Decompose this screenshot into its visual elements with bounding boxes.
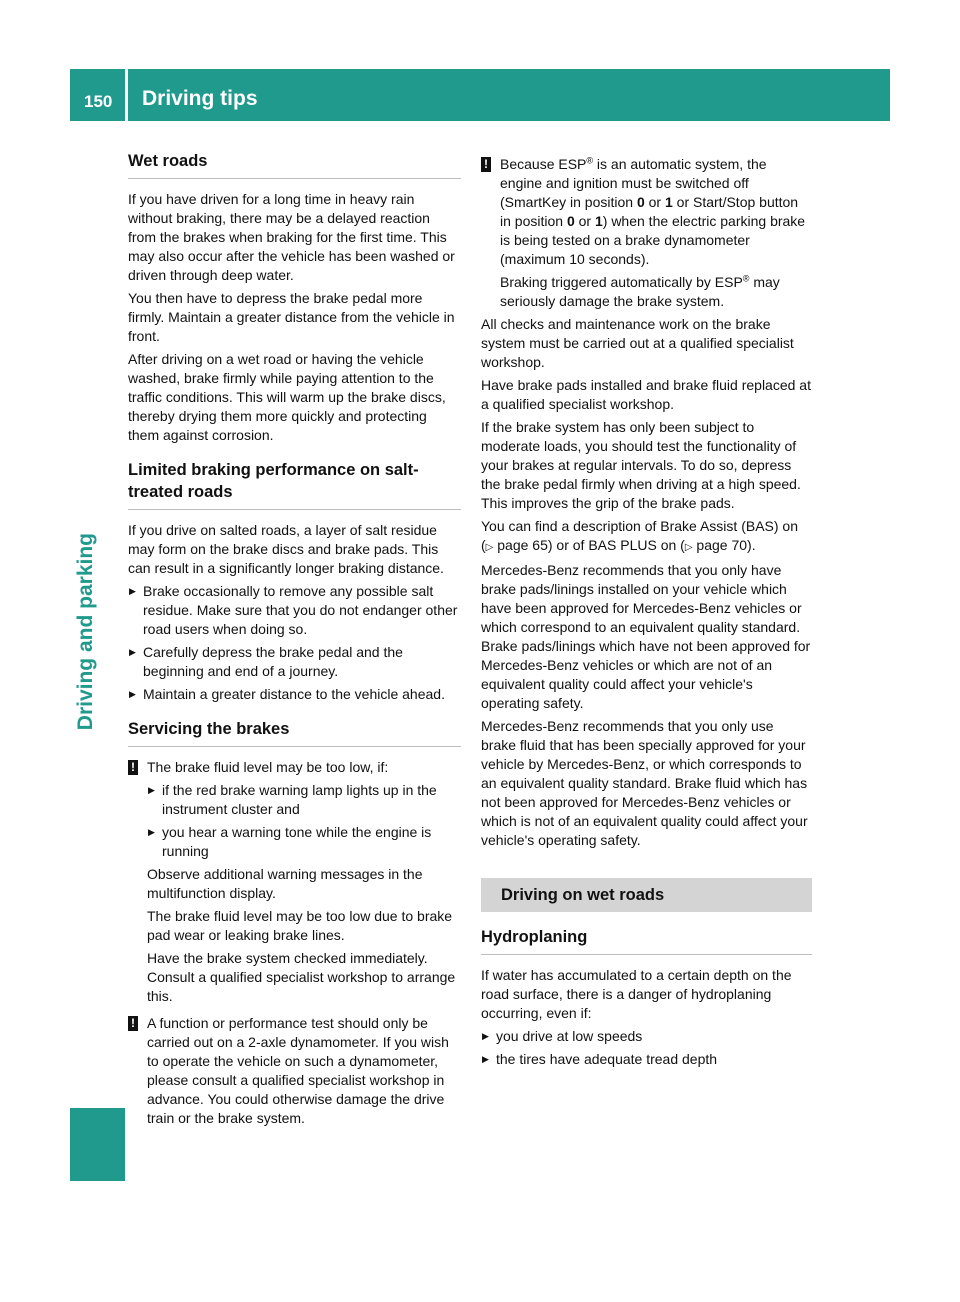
right-column [481, 155, 812, 1073]
list-item: ▶ you drive at low speeds [481, 1027, 812, 1046]
page-title: Driving tips [142, 87, 258, 110]
page-ref-arrow-icon: ▷ [485, 542, 494, 553]
warning-text [500, 155, 812, 269]
text-run: is an automatic system, the engine and ignition must be switched off (SmartKey in position [500, 156, 767, 210]
paragraph-bas-reference [481, 517, 812, 557]
bullet-list [481, 1027, 812, 1069]
paragraph: Have brake pads installed and brake fluid replaced at a qualified specialist workshop. [481, 377, 811, 412]
warning-note [481, 155, 812, 311]
text-run: may seriously damage the brake system. [500, 274, 780, 309]
warning-text: A function or performance test should only be carried out on a 2-axle dynamometer. If you wish to operate the vehicle on such a dynamometer, please consult a qualified specialist workshop in advance. You could otherwise damage the drive train or the brake system. [147, 1015, 449, 1126]
section-heading-salt-roads: Limited braking performance on salt-treated roads [128, 459, 461, 510]
paragraph: If the brake system has only been subject to moderate loads, you should test the functionality of your brakes at regular intervals. To do so, depress the brake pedal firmly when driving at a high speed. This improves the grip of the brake pads. [481, 419, 801, 511]
paragraph: If you drive on salted roads, a layer of salt residue may form on the brake discs and brake pads. This can result in a significantly longer braking distance. [128, 522, 444, 576]
list-item: ▶ Brake occasionally to remove any possible salt residue. Make sure that you do not endanger other road users when doing so. [128, 582, 461, 639]
warning-note [128, 758, 461, 1006]
paragraph: Mercedes-Benz recommends that you only use brake fluid that has been specially approved for your vehicle by Mercedes-Benz, or which corresponds to an equivalent quality standard. Brake fluid which has not been approved for Mercedes-Benz vehicles or which is not of an equivalent quality could affect your vehicle's operating safety. [481, 718, 808, 848]
warning-note [128, 1014, 461, 1128]
left-column [128, 150, 461, 1132]
text-run: or [574, 213, 595, 229]
registered-mark: ® [586, 155, 594, 166]
list-item: ▶ the tires have adequate tread depth [481, 1050, 812, 1069]
paragraph: If water has accumulated to a certain depth on the road surface, there is a danger of hydroplaning occurring, even if: [481, 967, 792, 1021]
side-tab-marker [70, 1108, 125, 1181]
page-ref-arrow-icon: ▷ [684, 542, 693, 553]
section-heading-wet-roads: Wet roads [128, 150, 461, 179]
section-banner: Driving on wet roads [481, 878, 812, 912]
text-run: ) when the electric parking brake is being tested on a brake dynamometer (maximum 10 seconds). [500, 213, 806, 267]
paragraph: Have the brake system checked immediately. Consult a qualified specialist workshop to arrange this. [147, 950, 456, 1004]
bullet-list [147, 781, 461, 861]
list-item: ▶ you hear a warning tone while the engine is running [147, 823, 461, 861]
side-tab-label: Driving and parking [74, 533, 97, 731]
list-item: ▶ if the red brake warning lamp lights up in the instrument cluster and [147, 781, 461, 819]
section-heading-hydroplaning: Hydroplaning [481, 926, 812, 955]
header-divider [125, 69, 128, 121]
position-value: 0 [636, 194, 645, 210]
registered-mark: ® [742, 273, 750, 284]
section-heading-servicing: Servicing the brakes [128, 718, 461, 747]
list-item: ▶ Carefully depress the brake pedal and the beginning and end of a journey. [128, 643, 461, 681]
position-value: 1 [664, 194, 673, 210]
warning-text [500, 273, 812, 311]
warning-icon: ! [481, 157, 491, 172]
text-run: Braking triggered automatically by ESP [500, 274, 743, 290]
side-tab [70, 121, 125, 1181]
page-number: 150 [84, 92, 113, 111]
page-ref-link-70[interactable]: page 70). [692, 537, 756, 553]
text-run: You can find a description of Brake Assist (BAS) on ( [481, 518, 798, 553]
paragraph: After driving on a wet road or having the vehicle washed, brake firmly while paying attention to the traffic conditions. This will warm up the brake discs, thereby drying them more quickly and protecting them against corrosion. [128, 351, 446, 443]
paragraph: The brake fluid level may be too low due to brake pad wear or leaking brake lines. [147, 908, 453, 943]
paragraph: All checks and maintenance work on the brake system must be carried out at a qualified specialist workshop. [481, 316, 794, 370]
page-ref-link-65[interactable]: page 65) or of BAS PLUS on ( [493, 537, 685, 553]
warning-icon: ! [128, 760, 138, 775]
bullet-list [128, 582, 461, 704]
position-value: 1 [594, 213, 603, 229]
paragraph: You then have to depress the brake pedal more firmly. Maintain a greater distance from the vehicle in front. [128, 290, 455, 344]
text-run: or [644, 194, 665, 210]
text-run: Because ESP [500, 156, 587, 172]
paragraph: Observe additional warning messages in the multifunction display. [147, 866, 423, 901]
paragraph: If you have driven for a long time in heavy rain without braking, there may be a delayed reaction from the brakes when braking for the first time. This may also occur after the vehicle has been washed or driven through deep water. [128, 191, 455, 283]
warning-text: The brake fluid level may be too low, if: [147, 759, 389, 775]
position-value: 0 [566, 213, 575, 229]
text-run: or Start/Stop button in position [500, 194, 799, 229]
list-item: ▶ Maintain a greater distance to the vehicle ahead. [128, 685, 461, 704]
warning-icon: ! [128, 1016, 138, 1031]
paragraph: Mercedes-Benz recommends that you only have brake pads/linings installed on your vehicle which have been approved for Mercedes-Benz vehicles or which correspond to an equivalent quality standard. Brake pads/linings which have not been approved for Mercedes-Benz vehicles or which are not of an equivalent quality could affect your vehicle's operating safety. [481, 562, 811, 711]
